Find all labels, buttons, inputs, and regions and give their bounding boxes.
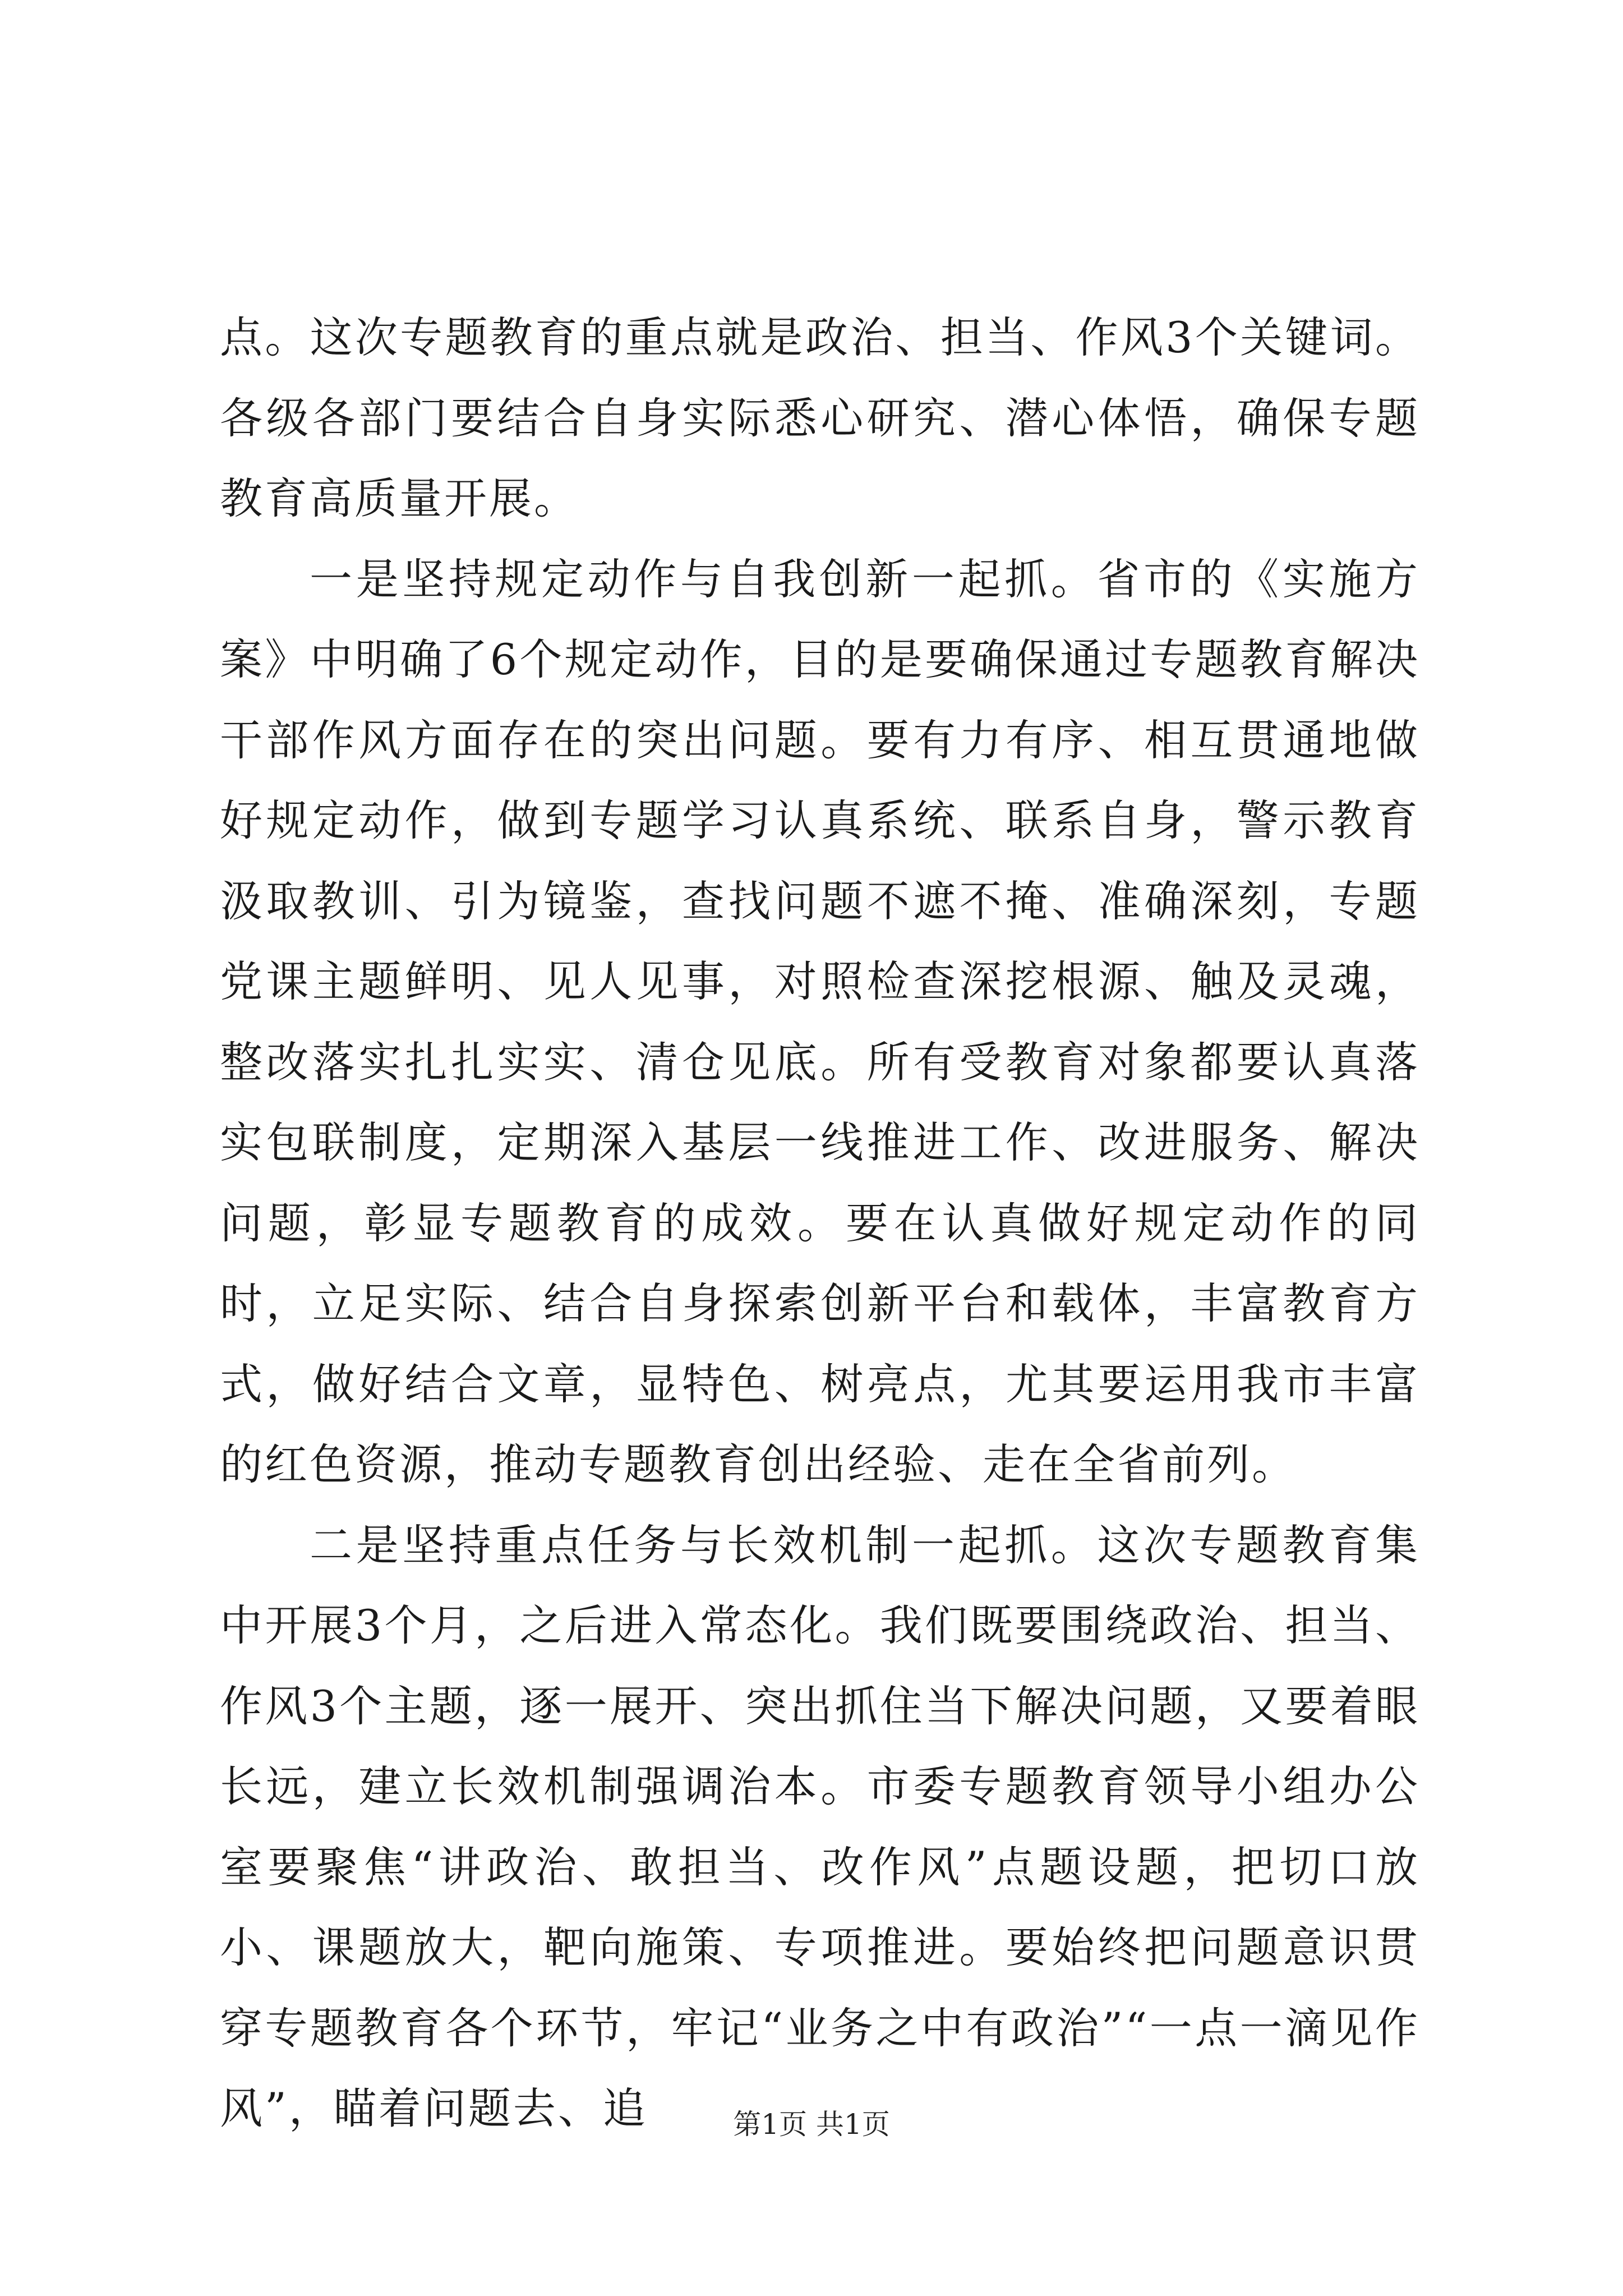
paragraph-point-one: 一是坚持规定动作与自我创新一起抓。省市的《实施方案》中明确了6个规定动作，目的是要确保通过专题教育解决干部作风方面存在的突出问题。要有力有序、相互贯通地做好规定动作，做到专题学习认真系统、联系自身，警示教育汲取教训、引为镜鉴，查找问题不遮不掩、准确深刻，专题党课主题鲜明、见人见事，对照检查深挖根源、触及灵魂，整改落实扎扎实实、清仓见底。所有受教育对象都要认真落实包联制度，定期深入基层一线推进工作、改进服务、解决问题，彰显专题教育的成效。要在认真做好规定动作的同时，立足实际、结合自身探索创新平台和载体，丰富教育方式，做好结合文章，显特色、树亮点，尤其要运用我市丰富的红色资源，推动专题教育创出经验、走在全省前列。 — [220, 554, 1420, 1489]
paragraph-continuation: 点。这次专题教育的重点就是政治、担当、作风3个关键词。各级各部门要结合自身实际悉心研究、潜心体悟，确保专题教育高质量开展。 — [220, 312, 1420, 523]
paragraph-point-two: 二是坚持重点任务与长效机制一起抓。这次专题教育集中开展3个月，之后进入常态化。我们既要围绕政治、担当、作风3个主题，逐一展开、突出抓住当下解决问题，又要着眼长远，建立长效机制强调治本。市委专题教育领导小组办公室要聚焦“讲政治、敢担当、改作风”点题设题，把切口放小、课题放大，靶向施策、专项推进。要始终把问题意识贯穿专题教育各个环节，牢记“业务之中有政治”“一点一滴见作风”，瞄着问题去、追 — [220, 1520, 1420, 2133]
document-body — [220, 297, 1420, 2149]
page-footer: 第1页 共1页 — [733, 2108, 890, 2141]
